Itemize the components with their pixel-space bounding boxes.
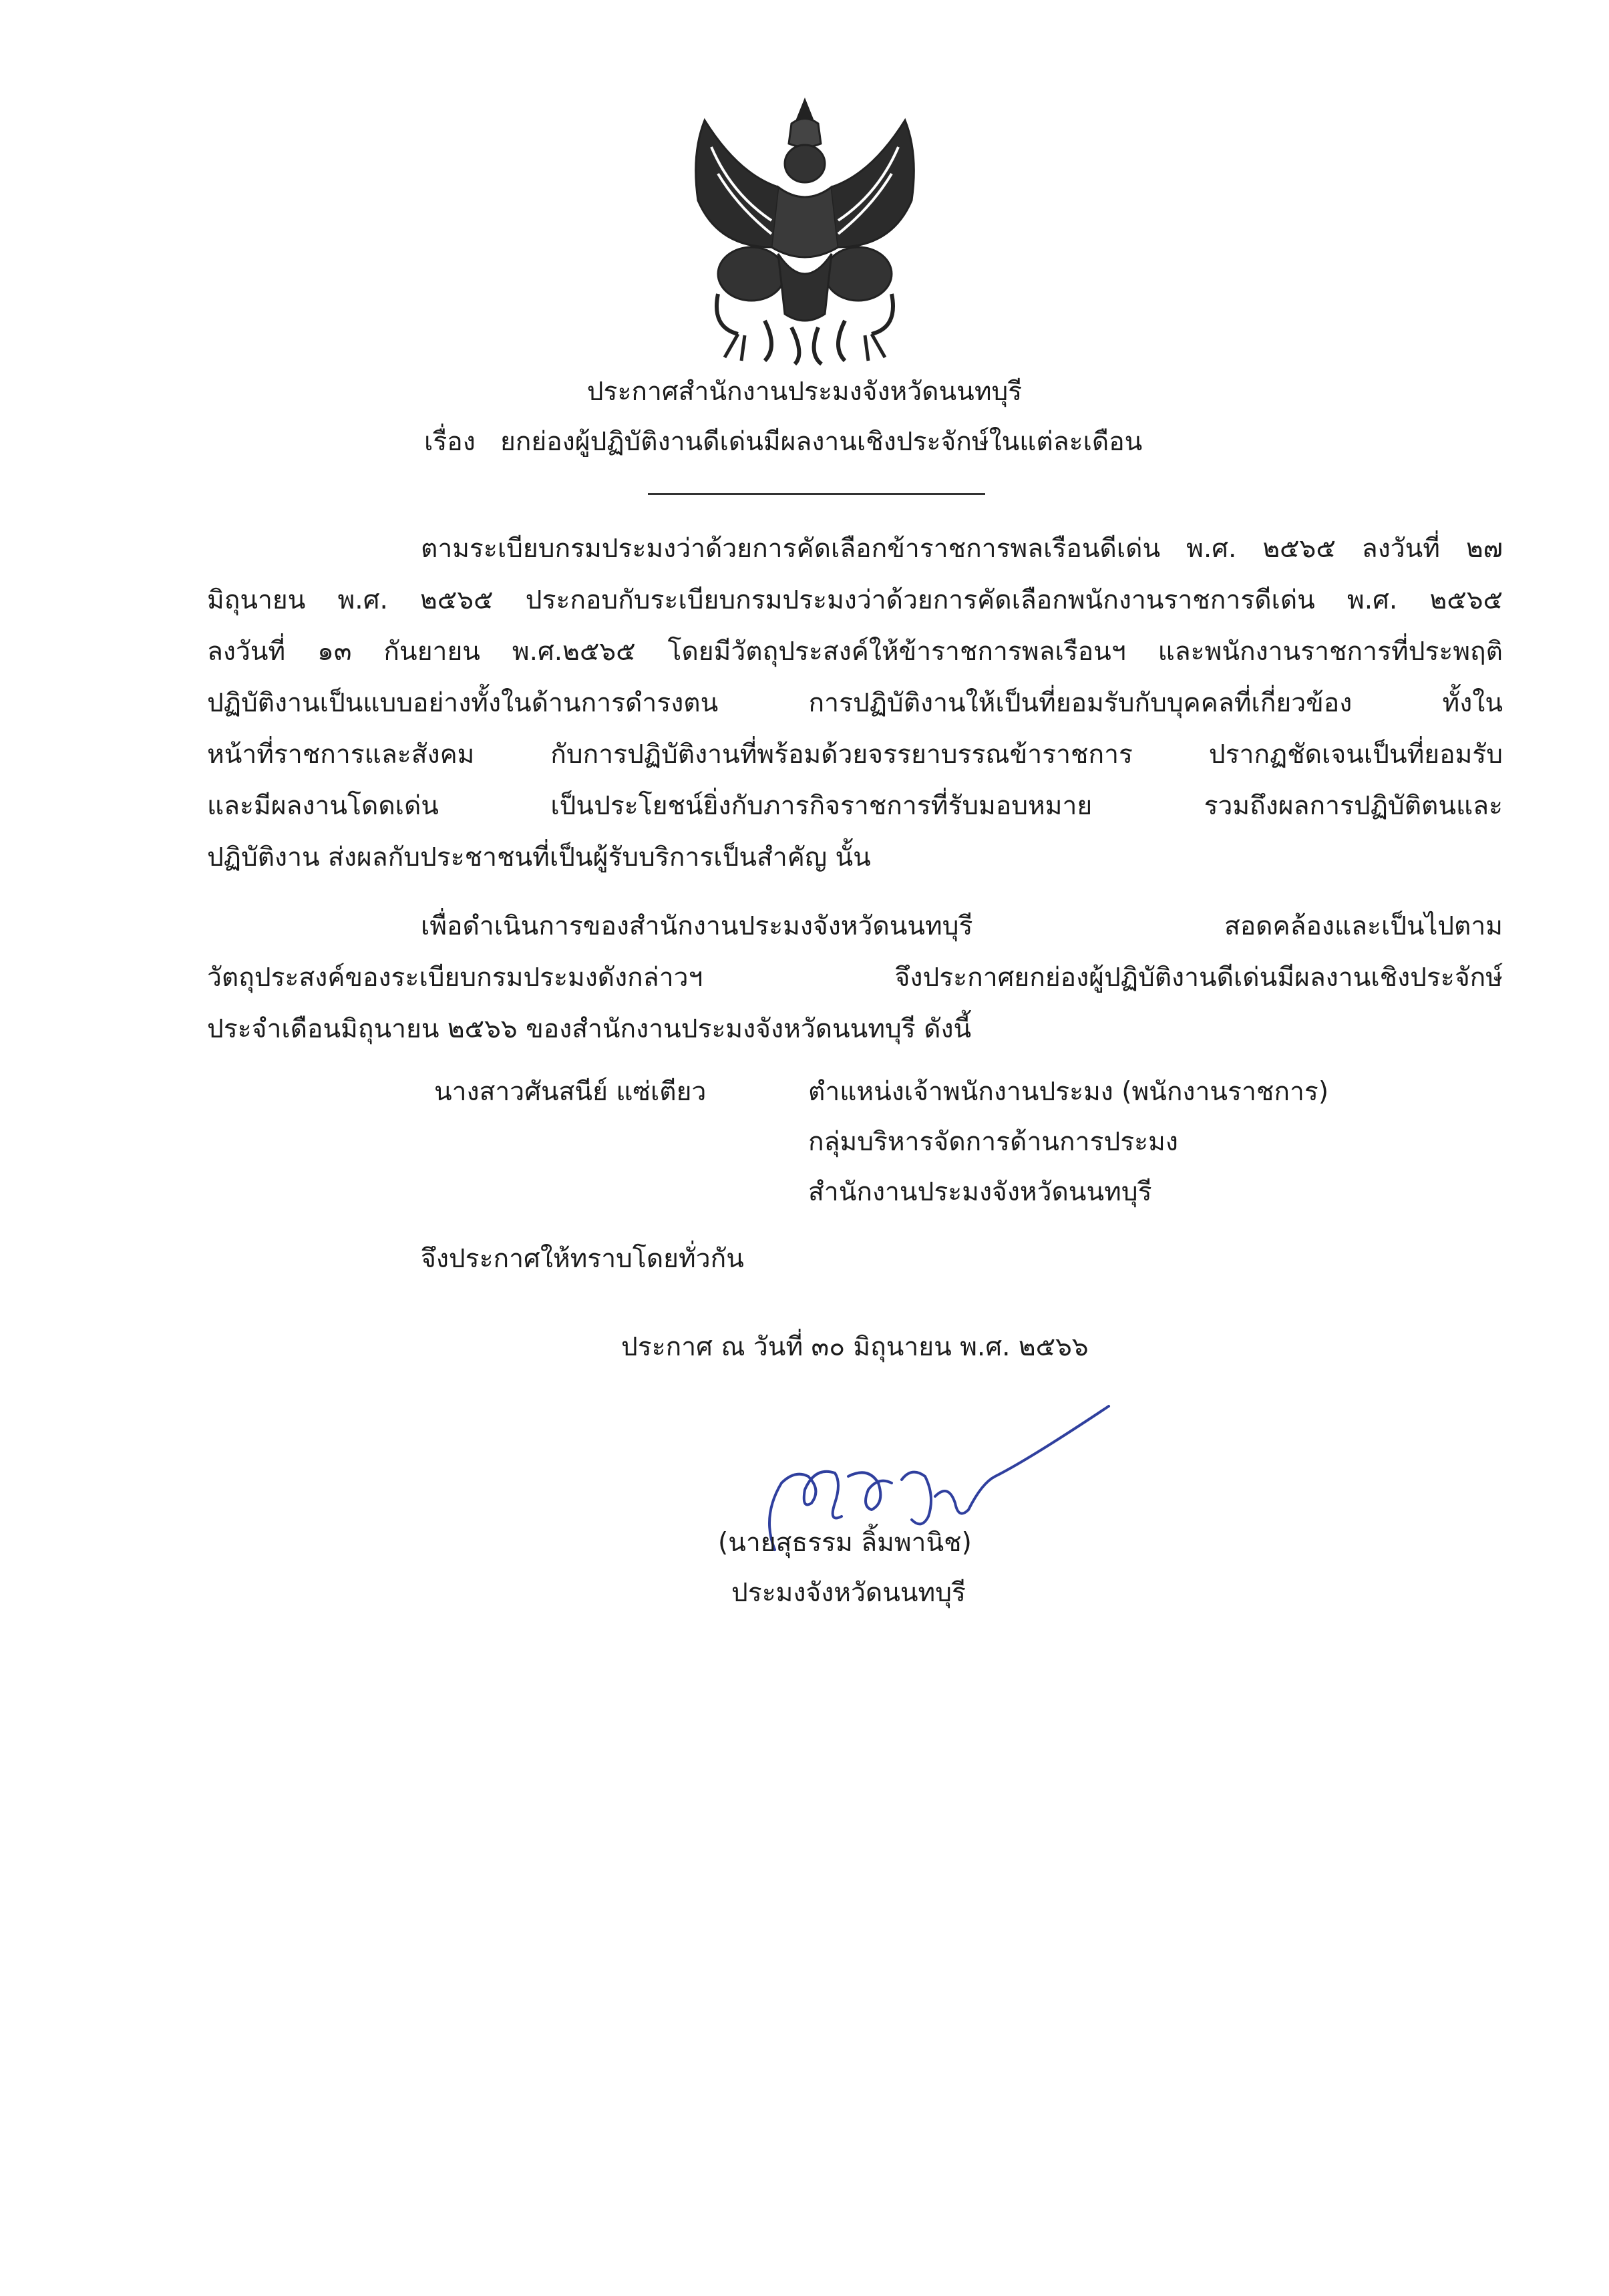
subject-label: เรื่อง [424, 427, 476, 457]
paragraph-1-line-3: ลงวันที่ ๑๓ กันยายน พ.ศ.๒๕๖๕ โดยมีวัตถุประสงค์ให้ข้าราชการพลเรือนฯ และพนักงานราชการที่ประพฤติ [207, 637, 1503, 667]
paragraph-1-line-2: มิถุนายน พ.ศ. ๒๕๖๕ ประกอบกับระเบียบกรมประมงว่าด้วยการคัดเลือกพนักงานราชการดีเด่น พ.ศ. ๒๕๖๕ [207, 585, 1503, 615]
signatory-name: (นายสุธรรม ลิ้มพานิช) [718, 1528, 972, 1558]
subject-line [424, 421, 1142, 462]
paragraph-2-line-1: เพื่อดำเนินการของสำนักงานประมงจังหวัดนนทบุรี สอดคล้องและเป็นไปตาม [421, 911, 1503, 941]
paragraph-1-line-6: และมีผลงานโดดเด่น เป็นประโยชน์ยิ่งกับภารกิจราชการที่รับมอบหมาย รวมถึงผลการปฏิบัติตนและ [207, 791, 1503, 821]
closing-statement: จึงประกาศให้ทราบโดยทั่วกัน [421, 1244, 744, 1274]
signatory-position: ประมงจังหวัดนนทบุรี [731, 1578, 966, 1608]
awardee-office: สำนักงานประมงจังหวัดนนทบุรี [808, 1177, 1152, 1207]
awardee-name: นางสาวศันสนีย์ แซ่เตียว [434, 1077, 707, 1107]
paragraph-2-line-2: วัตถุประสงค์ของระเบียบกรมประมงดังกล่าวฯ จึงประกาศยกย่องผู้ปฏิบัติงานดีเด่นมีผลงานเชิงประจักษ์ [207, 963, 1503, 993]
document-title: ประกาศสำนักงานประมงจังหวัดนนทบุรี [586, 377, 1023, 407]
handwritten-signature [735, 1396, 1135, 1597]
paragraph-1-line-7: ปฏิบัติงาน ส่งผลกับประชาชนที่เป็นผู้รับบริการเป็นสำคัญ นั้น [207, 842, 871, 872]
garuda-emblem [678, 94, 932, 367]
paragraph-1-line-4: ปฏิบัติงานเป็นแบบอย่างทั้งในด้านการดำรงตน การปฏิบัติงานให้เป็นที่ยอมรับกับบุคคลที่เกี่ยวข้อง ทั้งใน [207, 688, 1503, 718]
awardee-position: ตำแหน่งเจ้าพนักงานประมง (พนักงานราชการ) [808, 1077, 1329, 1107]
awardee-group: กลุ่มบริหารจัดการด้านการประมง [808, 1127, 1178, 1157]
paragraph-1-line-1: ตามระเบียบกรมประมงว่าด้วยการคัดเลือกข้าราชการพลเรือนดีเด่น พ.ศ. ๒๕๖๕ ลงวันที่ ๒๗ [421, 534, 1503, 564]
announcement-date: ประกาศ ณ วันที่ ๓๐ มิถุนายน พ.ศ. ๒๕๖๖ [621, 1332, 1089, 1362]
subject-text: ยกย่องผู้ปฏิบัติงานดีเด่นมีผลงานเชิงประจักษ์ในแต่ละเดือน [500, 427, 1143, 457]
paragraph-2-line-3: ประจำเดือนมิถุนายน ๒๕๖๖ ของสำนักงานประมงจังหวัดนนทบุรี ดังนี้ [207, 1014, 972, 1044]
paragraph-1-line-5: หน้าที่ราชการและสังคม กับการปฏิบัติงานที่พร้อมด้วยจรรยาบรรณข้าราชการ ปรากฏชัดเจนเป็นที่ยอมรับ [207, 740, 1503, 770]
title-divider [648, 493, 985, 495]
